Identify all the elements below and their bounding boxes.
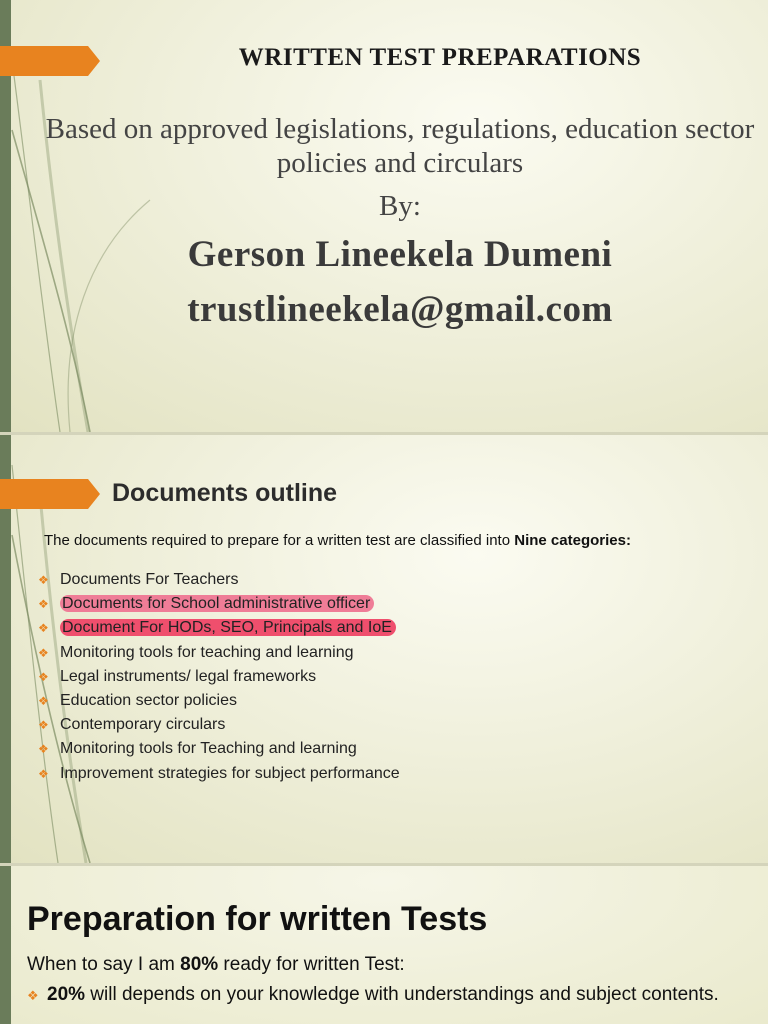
diamond-bullet-icon: ❖	[38, 621, 49, 636]
diamond-bullet-icon: ❖	[38, 742, 49, 757]
readiness-question-pre: When to say I am	[27, 954, 181, 975]
category-label: Education sector policies	[60, 691, 237, 709]
slide-subtitle: Based on approved legislations, regulations, education sector policies and circulars	[45, 113, 755, 179]
category-item	[38, 592, 400, 616]
slide-title-heading: WRITTEN TEST PREPARATIONS	[238, 44, 642, 71]
category-label: Contemporary circulars	[60, 716, 226, 734]
section-arrow-marker	[0, 479, 100, 509]
knowledge-text: will depends on your knowledge with understandings and subject contents.	[85, 984, 719, 1005]
readiness-question	[27, 954, 405, 976]
readiness-question-post: ready for written Test:	[218, 954, 405, 975]
diamond-bullet-icon: ❖	[27, 988, 39, 1003]
intro-text-main: The documents required to prepare for a written test are classified into	[44, 532, 515, 549]
intro-text-bold: Nine categories:	[514, 532, 631, 549]
category-item	[38, 713, 400, 737]
diamond-bullet-icon: ❖	[38, 573, 49, 587]
category-item	[38, 568, 400, 592]
by-label: By:	[379, 190, 421, 222]
diamond-bullet-icon: ❖	[38, 718, 49, 733]
slide-preparation	[0, 866, 768, 1024]
category-label: Document For HODs, SEO, Principals and IoE	[60, 619, 396, 636]
category-label: Documents for School administrative officer	[60, 595, 374, 612]
author-email: trustlineekela@gmail.com	[187, 289, 613, 330]
category-label: Monitoring tools for Teaching and learning	[60, 740, 357, 758]
category-label: Legal instruments/ legal frameworks	[60, 667, 317, 685]
title-arrow-marker	[0, 46, 100, 76]
category-item	[38, 616, 400, 640]
slide-title	[0, 0, 768, 432]
category-item	[38, 665, 400, 689]
category-label: Improvement strategies for subject performance	[60, 764, 400, 782]
section-heading: Documents outline	[112, 479, 338, 507]
categories-list	[38, 568, 400, 786]
category-item	[38, 762, 400, 786]
slide-sidebar-bar	[0, 866, 11, 1024]
diamond-bullet-icon: ❖	[38, 693, 49, 708]
category-label: Monitoring tools for teaching and learning	[60, 643, 354, 661]
diamond-bullet-icon: ❖	[38, 766, 49, 781]
category-label: Documents For Teachers	[60, 571, 239, 588]
diamond-bullet-icon: ❖	[38, 669, 49, 684]
diamond-bullet-icon: ❖	[38, 645, 49, 660]
knowledge-percent: 20%	[47, 984, 86, 1005]
slide-documents-outline	[0, 435, 768, 863]
preparation-heading: Preparation for written Tests	[27, 900, 488, 938]
diamond-bullet-icon: ❖	[38, 597, 49, 612]
readiness-percent: 80%	[180, 954, 219, 975]
author-name: Gerson Lineekela Dumeni	[187, 234, 613, 275]
category-item	[38, 641, 400, 665]
category-item	[38, 737, 400, 761]
knowledge-bullet	[27, 983, 747, 1008]
category-item	[38, 689, 400, 713]
intro-text	[38, 532, 678, 549]
